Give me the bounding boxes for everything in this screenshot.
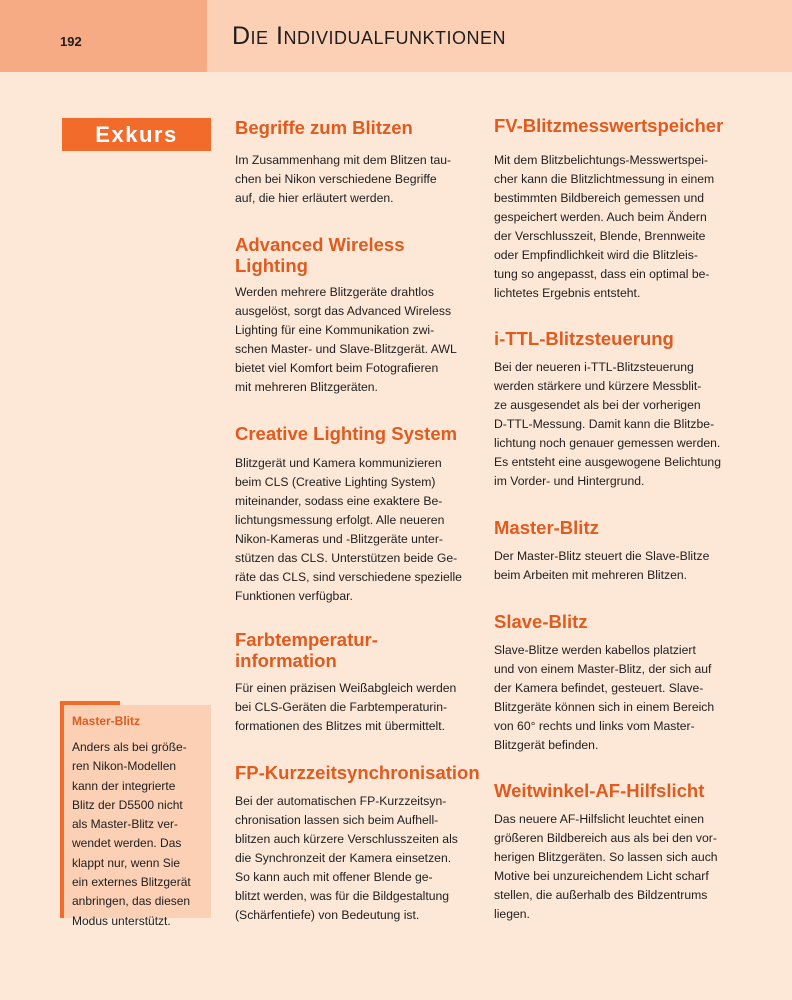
section-body: Für einen präzisen Weißabgleich werden bei CLS-Geräten die Farbtemperaturin- formationen des Blitzes mit übermittelt. (235, 681, 457, 733)
sidebar-line: klappt nur, wenn Sie (72, 855, 181, 870)
header-right-band (207, 0, 792, 72)
sidebar-line: Modus unterstützt. (72, 913, 171, 928)
section-heading: Weitwinkel-AF-Hilfslicht (494, 780, 705, 801)
section-heading: Begriffe zum Blitzen (235, 117, 413, 138)
sidebar-line: ren Nikon-Modellen (72, 759, 177, 774)
page-number: 192 (60, 34, 82, 49)
sidebar-line: anbringen, das diesen (72, 894, 191, 909)
section-heading: Creative Lighting System (235, 423, 458, 444)
section-heading: Farbtemperatur- information (235, 629, 378, 671)
section-body: Das neuere AF-Hilfslicht leuchtet einen größeren Bildbereich aus als bei den vor- herigen Blitzgeräten. So lassen sich auch Motive bei unzureichendem Licht scharf stellen, die außerhalb des Bildzentrums liegen. (494, 812, 718, 921)
section-body: Bei der automatischen FP-Kurzzeitsyn- chronisation lassen sich beim Aufhell- blitzen auch kürzere Verschlusszeiten als die Synchronzeit der Kamera einsetzen. So kann auch mit offener Blende ge- blitzt werden, was für die Bildgestaltung (Schärfentiefe) von Bedeutung ist. (235, 794, 458, 922)
section-heading: FP-Kurzzeitsynchronisation (235, 762, 480, 783)
sidebar-line: wendet werden. Das (72, 836, 182, 851)
chapter-title: Die Individualfunktionen (232, 22, 506, 50)
section-heading: i-TTL-Blitzsteuerung (494, 328, 674, 349)
sidebar-title: Master-Blitz (72, 714, 141, 728)
section-body: Bei der neueren i-TTL-Blitzsteuerung werden stärkere und kürzere Messblit- ze ausgesendet als bei der vorherigen D-TTL-Messung. Damit kann die Blitzbe- lichtung noch genauer gemessen werden. Es entsteht eine ausgewogene Belichtung im Vorder- und Hintergrund. (494, 360, 721, 488)
sidebar-line: ein externes Blitzgerät (72, 875, 191, 890)
section-body: Blitzgerät und Kamera kommunizieren beim CLS (Creative Lighting System) miteinander, sodass eine exaktere Be- lichtungsmessung erfolgt. Alle neueren Nikon-Kameras und -Blitzgeräte unter- stützen das CLS. Unterstützen beide Ge- räte das CLS, sind verschiedene spezielle Funktionen verfügbar. (235, 456, 462, 603)
section-heading: Slave-Blitz (494, 611, 588, 632)
sidebar-border-gap (120, 701, 211, 705)
sidebar-line: als Master-Blitz ver- (72, 817, 179, 832)
sidebar-body (72, 738, 212, 931)
sidebar-line: kann der integrierte (72, 778, 176, 793)
sidebar-line: Anders als bei größe- (72, 740, 187, 754)
section-body: Slave-Blitze werden kabellos platziert und von einem Master-Blitz, der sich auf der Kamera befindet, gesteuert. Slave- Blitzgeräte können sich in einem Bereich von 60° rechts und links vom Master- Blitzgerät befinden. (494, 643, 715, 752)
section-body: Im Zusammenhang mit dem Blitzen tau- chen bei Nikon verschiedene Begriffe auf, die hier erläutert werden. (235, 153, 452, 205)
section-body: Mit dem Blitzbelichtungs-Messwertspei- cher kann die Blitzlichtmessung in einem bestimmten Bildbereich gemessen und gespeichert werden. Auch beim Ändern der Verschlusszeit, Blende, Brennweite oder Empfindlichkeit wird die Blitzleis- tung so angepasst, dass ein optimal be- lichtetes Ergebnis entsteht. (494, 153, 715, 300)
section-heading: Advanced Wireless Lighting (235, 234, 405, 276)
header-left-band (0, 0, 207, 72)
sidebar-line: Blitz der D5500 nicht (72, 797, 183, 812)
section-heading: Master-Blitz (494, 517, 599, 538)
section-heading: FV-Blitzmesswertspeicher (494, 115, 724, 136)
section-body: Der Master-Blitz steuert die Slave-Blitze beim Arbeiten mit mehreren Blitzen. (494, 549, 710, 582)
exkurs-label: Exkurs (62, 118, 211, 151)
sidebar-box (60, 701, 211, 928)
section-body: Werden mehrere Blitzgeräte drahtlos ausgelöst, sorgt das Advanced Wireless Lighting für eine Kommunikation zwi- schen Master- und Slave-Blitzgerät. AWL bietet viel Komfort beim Fotografieren mit mehreren Blitzgeräten. (235, 285, 457, 394)
